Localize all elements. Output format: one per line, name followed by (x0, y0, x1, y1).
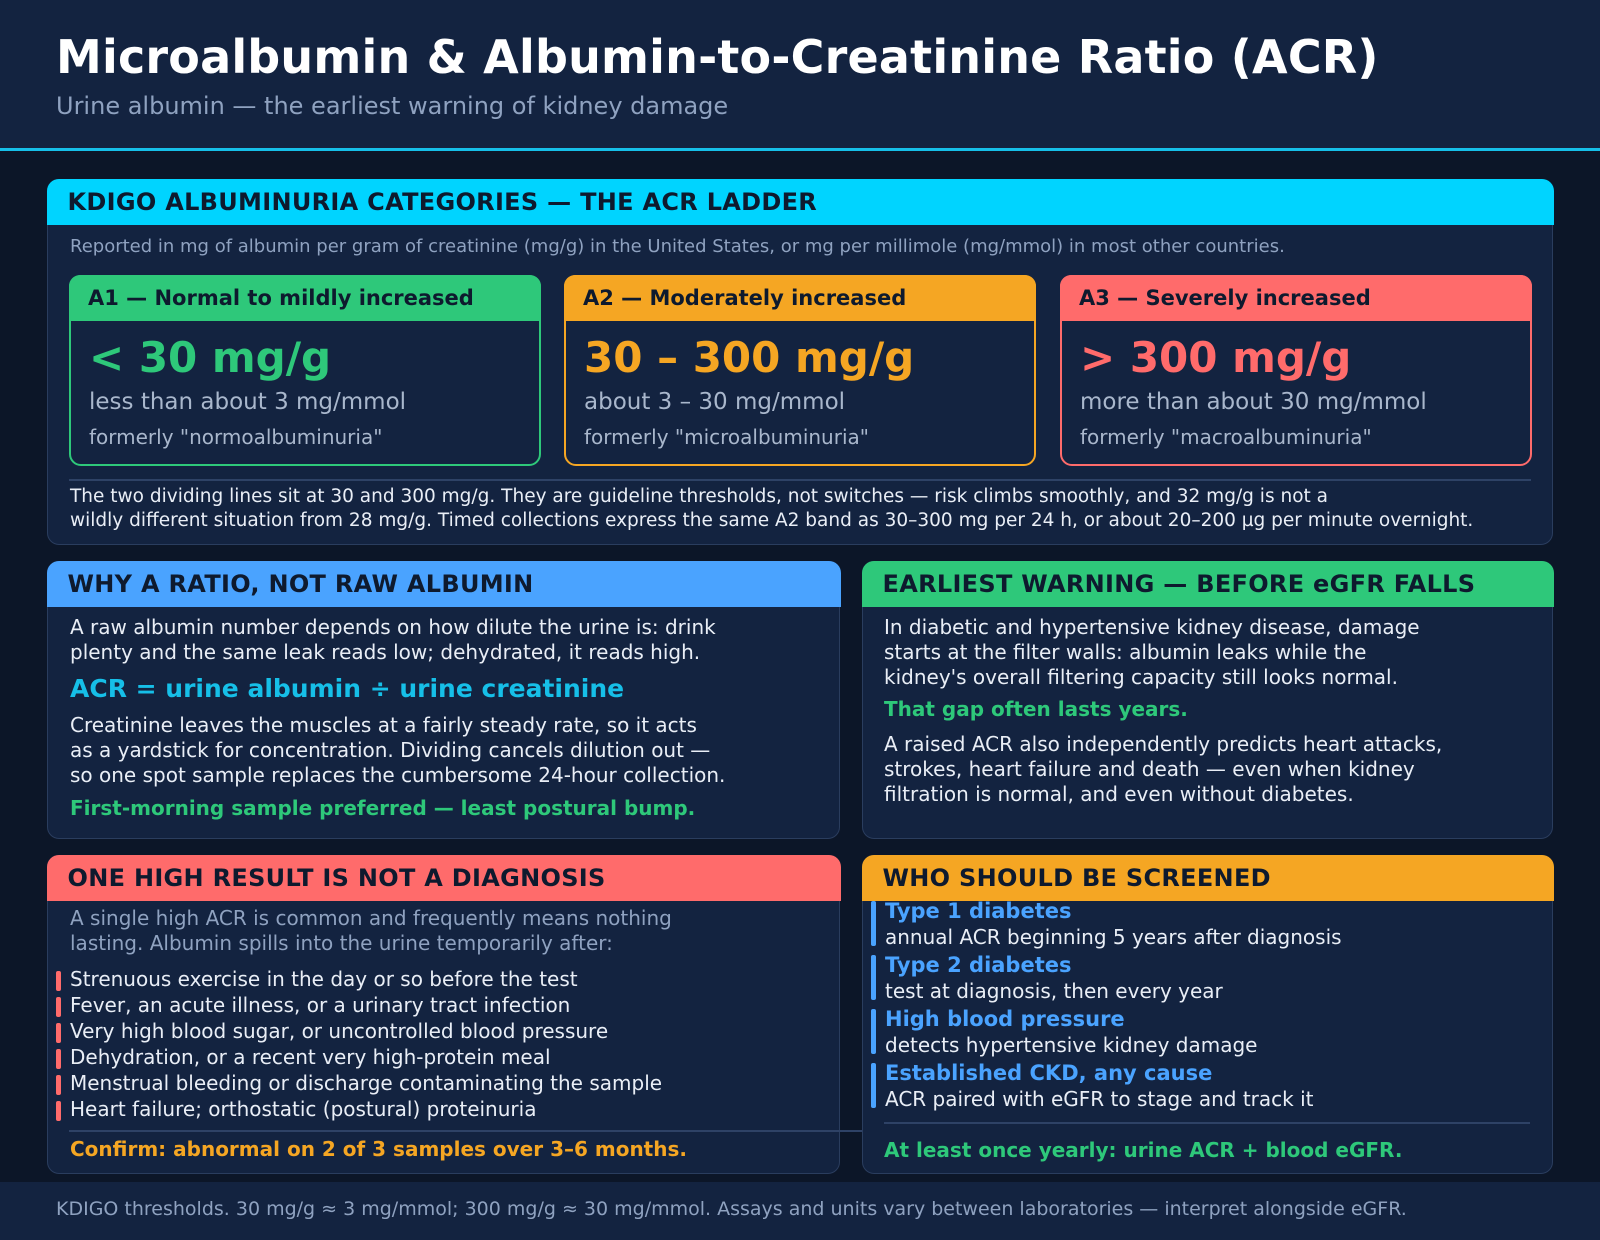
screen-group-title: Type 1 diabetes (885, 899, 1072, 923)
list-item: Strenuous exercise in the day or so before the test (70, 967, 578, 991)
list-item: Dehydration, or a recent very high-protein meal (70, 1045, 551, 1069)
bullet-marker (56, 1075, 61, 1095)
bullet-marker (56, 997, 61, 1017)
ladder-note-line-1: The two dividing lines sit at 30 and 300 mg/g. They are guideline thresholds, not switches — risk climbs smoothly, and 32 mg/g is not a (70, 486, 1328, 507)
acr-formula: ACR = urine albumin ÷ urine creatinine (70, 674, 625, 703)
early-text-line: In diabetic and hypertensive kidney disease, damage (884, 615, 1420, 639)
page-footer (0, 1182, 1600, 1240)
why-text-line: so one spot sample replaces the cumbersome 24-hour collection. (70, 763, 726, 787)
category-sub-a3: more than about 30 mg/mmol (1080, 389, 1427, 415)
page-subtitle: Urine albumin — the earliest warning of kidney damage (56, 92, 729, 120)
not-diagnosis-intro: lasting. Albumin spills into the urine temporarily after: (70, 931, 613, 955)
early-text-line: strokes, heart failure and death — even when kidney (884, 757, 1415, 781)
category-sub-a1: less than about 3 mg/mmol (89, 389, 407, 415)
why-text-line: plenty and the same leak reads low; dehydrated, it reads high. (70, 640, 701, 664)
acr-ladder-intro: Reported in mg of albumin per gram of creatinine (mg/g) in the United States, or mg per millimole (mg/mmol) in most other countries. (70, 236, 1285, 257)
early-text-line: starts at the filter walls: albumin leaks while the (884, 640, 1367, 664)
category-former-a3: formerly "macroalbuminuria" (1080, 425, 1372, 449)
why-text-line: as a yardstick for concentration. Dividing cancels dilution out — (70, 738, 711, 762)
screen-group-title: Established CKD, any cause (885, 1061, 1213, 1085)
screen-group-desc: ACR paired with eGFR to stage and track it (885, 1087, 1314, 1111)
screening-panel (862, 855, 1553, 1174)
page-header (0, 0, 1600, 151)
screen-group-desc: test at diagnosis, then every year (885, 979, 1223, 1003)
category-sub-a2: about 3 – 30 mg/mmol (584, 389, 846, 415)
why-ratio-heading: WHY A RATIO, NOT RAW ALBUMIN (47, 561, 841, 607)
list-item: Very high blood sugar, or uncontrolled blood pressure (70, 1019, 609, 1043)
early-text-line: A raised ACR also independently predicts heart attacks, (884, 732, 1443, 756)
bullet-marker (56, 971, 61, 991)
page-title: Microalbumin & Albumin-to-Creatinine Ratio (ACR) (56, 30, 1379, 84)
screen-group-title: High blood pressure (885, 1007, 1125, 1031)
not-diagnosis-divider (69, 1130, 866, 1132)
footer-note: KDIGO thresholds. 30 mg/g ≈ 3 mg/mmol; 300 mg/g ≈ 30 mg/mmol. Assays and units vary between laboratories — interpret alongside eGFR. (56, 1198, 1407, 1220)
list-item: Heart failure; orthostatic (postural) proteinuria (70, 1097, 537, 1121)
why-text-line: Creatinine leaves the muscles at a fairly steady rate, so it acts (70, 713, 697, 737)
category-value-a1: < 30 mg/g (89, 333, 332, 382)
category-card-a1 (69, 275, 541, 466)
group-marker (871, 1009, 876, 1054)
why-ratio-panel (47, 561, 840, 839)
category-card-a2 (564, 275, 1036, 466)
earliest-warning-panel (862, 561, 1553, 839)
category-former-a2: formerly "microalbuminuria" (584, 425, 869, 449)
early-text-line: filtration is normal, and even without diabetes. (884, 782, 1354, 806)
group-marker (871, 955, 876, 1000)
screening-heading: WHO SHOULD BE SCREENED (862, 855, 1554, 901)
bullet-marker (56, 1023, 61, 1043)
category-label-a2: A2 — Moderately increased (564, 275, 1036, 321)
ladder-divider (69, 479, 1531, 481)
category-label-a3: A3 — Severely increased (1060, 275, 1532, 321)
screen-group-title: Type 2 diabetes (885, 953, 1072, 977)
group-marker (871, 901, 876, 946)
screening-summary: At least once yearly: urine ACR + blood eGFR. (884, 1138, 1403, 1162)
acr-ladder-panel (47, 179, 1553, 545)
screen-group-desc: annual ACR beginning 5 years after diagnosis (885, 925, 1342, 949)
not-diagnosis-panel (47, 855, 840, 1174)
why-highlight: First-morning sample preferred — least postural bump. (70, 796, 696, 820)
category-value-a2: 30 – 300 mg/g (584, 333, 915, 382)
category-label-a1: A1 — Normal to mildly increased (69, 275, 541, 321)
confirm-note: Confirm: abnormal on 2 of 3 samples over 3–6 months. (70, 1137, 687, 1161)
category-value-a3: > 300 mg/g (1080, 333, 1352, 382)
bullet-marker (56, 1049, 61, 1069)
category-former-a1: formerly "normoalbuminuria" (89, 425, 383, 449)
not-diagnosis-heading: ONE HIGH RESULT IS NOT A DIAGNOSIS (47, 855, 841, 901)
screening-divider (884, 1122, 1530, 1124)
earliest-warning-heading: EARLIEST WARNING — BEFORE eGFR FALLS (862, 561, 1554, 607)
why-text-line: A raw albumin number depends on how dilute the urine is: drink (70, 615, 716, 639)
list-item: Fever, an acute illness, or a urinary tract infection (70, 993, 571, 1017)
group-marker (871, 1063, 876, 1108)
early-highlight: That gap often lasts years. (884, 697, 1188, 721)
screen-group-desc: detects hypertensive kidney damage (885, 1033, 1258, 1057)
bullet-marker (56, 1101, 61, 1121)
category-card-a3 (1060, 275, 1532, 466)
acr-ladder-heading: KDIGO ALBUMINURIA CATEGORIES — THE ACR LADDER (47, 179, 1554, 225)
early-text-line: kidney's overall filtering capacity still looks normal. (884, 665, 1398, 689)
list-item: Menstrual bleeding or discharge contaminating the sample (70, 1071, 663, 1095)
ladder-note-line-2: wildly different situation from 28 mg/g. Timed collections express the same A2 band as 30–300 mg per 24 h, or about 20–200 µg per minute overnight. (70, 510, 1474, 531)
not-diagnosis-intro: A single high ACR is common and frequently means nothing (70, 906, 672, 930)
